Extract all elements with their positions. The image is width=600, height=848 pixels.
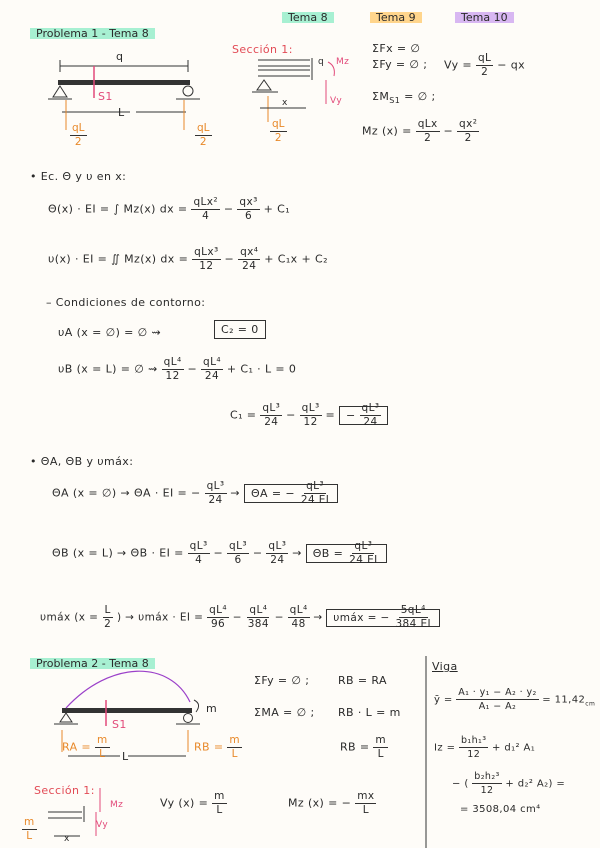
viga-iz-result: = 3508,04 cm⁴	[460, 804, 541, 815]
ec-ua: υA (x = ∅) = ∅ ⇝	[58, 326, 162, 339]
beam2-rb: RB = $\frac{m}{L}$	[194, 734, 241, 760]
viga-title: Viga	[432, 660, 458, 673]
th-b-box: ΘB = $\frac{\text{qL³}}{24 EI}$	[306, 544, 387, 563]
problem2-title: Problema 2 - Tema 8	[30, 658, 155, 669]
tag-tema-8: Tema 8	[282, 12, 334, 23]
ec-ub: υB (x = L) = ∅ ⇝ $\frac{\text{qL⁴}}{12}$ − $\frac{\text{qL⁴}}{24}$ + C₁ · L = 0	[58, 356, 297, 382]
beam2-section: S1	[112, 718, 127, 731]
th-heading: • ΘA, ΘB y υmáx:	[30, 455, 134, 468]
th-a: ΘA (x = ∅) → ΘA · EI = − $\frac{\text{qL³}}{24}$ → ΘA = − $\frac{\text{qL³}}{24 EI}$	[52, 480, 338, 507]
beam1-ra: $\frac{qL}{2}$	[72, 122, 85, 148]
p2-sec-x: x	[64, 834, 70, 844]
beam2-ra: RA = $\frac{m}{L}$	[62, 734, 108, 760]
beam2-m: m	[206, 702, 218, 715]
tag-tema-9: Tema 9	[370, 12, 422, 23]
p2-sec-m: $\frac{m}{L}$	[24, 816, 35, 842]
viga-iz: Iz = $\frac{\text{b₁h₁³}}{12}$ + d₁² A₁	[434, 735, 536, 760]
p2-eq-fy: ΣFy = ∅ ;	[254, 674, 310, 687]
ec-v: υ(x) · EI = ∬ Mz(x) dx = $\frac{\text{qLx³}}{12}$ − $\frac{\text{qx⁴}}{24}$ + C₁x + C₂	[48, 246, 328, 272]
th-vmax-box: υmáx = − $\frac{\text{5qL⁴}}{384 EI}$	[326, 609, 440, 627]
ec-c2-box: C₂ = 0	[214, 320, 266, 339]
ec-c1: C₁ = $\frac{\text{qL³}}{24}$ − $\frac{\text{qL³}}{12}$ = − $\frac{\text{qL³}}{24}$	[230, 402, 388, 429]
ec-conditions: – Condiciones de contorno:	[46, 296, 206, 309]
p1-eq-fy: ΣFy = ∅ ;	[372, 58, 428, 71]
problem1-title: Problema 1 - Tema 8	[30, 28, 155, 39]
p2-mz: Mz (x) = − $\frac{mx}{L}$	[288, 790, 375, 816]
beam1-section: S1	[98, 90, 113, 103]
tag-tema-10: Tema 10	[455, 12, 514, 23]
beam1-rb: $\frac{qL}{2}$	[197, 122, 210, 148]
p1-vy: Vy = $\frac{qL}{2}$ − qx	[444, 52, 526, 78]
p2-eq-ma: ΣMA = ∅ ;	[254, 706, 315, 719]
p2-rb: RB = $\frac{m}{L}$	[340, 734, 387, 760]
p1-eq-moment: $\Sigma M_{S1}$ = ∅ ;	[372, 90, 436, 106]
p1-sec-reaction: $\frac{qL}{2}$	[272, 118, 285, 144]
p2-vy: Vy (x) = $\frac{m}{L}$	[160, 790, 225, 816]
th-vmax: υmáx (x = $\frac{L}{2}$ ) → υmáx · EI = $\frac{\text{qL⁴}}{96}$ − $\frac{\text{qL⁴}}{384}$ − $\frac{\text{qL⁴}}{48}$ → υmáx = − $\frac{\text{5qL⁴}}{384 EI}$	[40, 604, 440, 631]
beam1-length: L	[118, 106, 125, 119]
p1-sec-mz: Mz	[336, 57, 350, 67]
viga-ybar: ȳ = $\frac{\text{A₁ · y₁ − A₂ · y₂}}{\text{A₁ − A₂}}$ = $11,42_{cm}$	[434, 687, 596, 712]
viga-iz2: − ( $\frac{\text{b₂h₂³}}{12}$ + d₂² A₂) =	[452, 771, 566, 796]
th-b: ΘB (x = L) → ΘB · EI = $\frac{\text{qL³}}{4}$ − $\frac{\text{qL³}}{6}$ − $\frac{\text{qL³}}{24}$ → ΘB = $\frac{\text{qL³}}{24 EI}$	[52, 540, 387, 567]
p1-eq-fx: ΣFx = ∅	[372, 42, 421, 55]
p1-sec-x: x	[282, 98, 288, 108]
ec-c1-box: − $\frac{\text{qL³}}{24}$	[339, 406, 388, 425]
p1-mz: Mz (x) = $\frac{\text{qLx}}{2}$ − $\frac{\text{qx²}}{2}$	[362, 118, 478, 144]
beam2-length: L	[122, 750, 129, 763]
p2-eq-fy-result: RB = RA	[338, 674, 387, 687]
th-a-box: ΘA = − $\frac{\text{qL³}}{24 EI}$	[244, 484, 338, 503]
p2-eq-ma-result: RB · L = m	[338, 706, 401, 719]
p2-seccion: Sección 1:	[34, 784, 95, 797]
beam1-load: q	[116, 50, 124, 63]
p1-sec-q: q	[318, 57, 325, 67]
p1-sec-vy: Vy	[330, 96, 343, 106]
p1-seccion: Sección 1:	[232, 43, 293, 56]
ec-theta: Θ(x) · EI = ∫ Mz(x) dx = $\frac{\text{qLx²}}{4}$ − $\frac{\text{qx³}}{6}$ + C₁	[48, 196, 291, 222]
p2-sec-vy: Vy	[96, 820, 109, 830]
ec-heading: • Ec. Θ y υ en x:	[30, 170, 127, 183]
p2-sec-mz: Mz	[110, 800, 124, 810]
